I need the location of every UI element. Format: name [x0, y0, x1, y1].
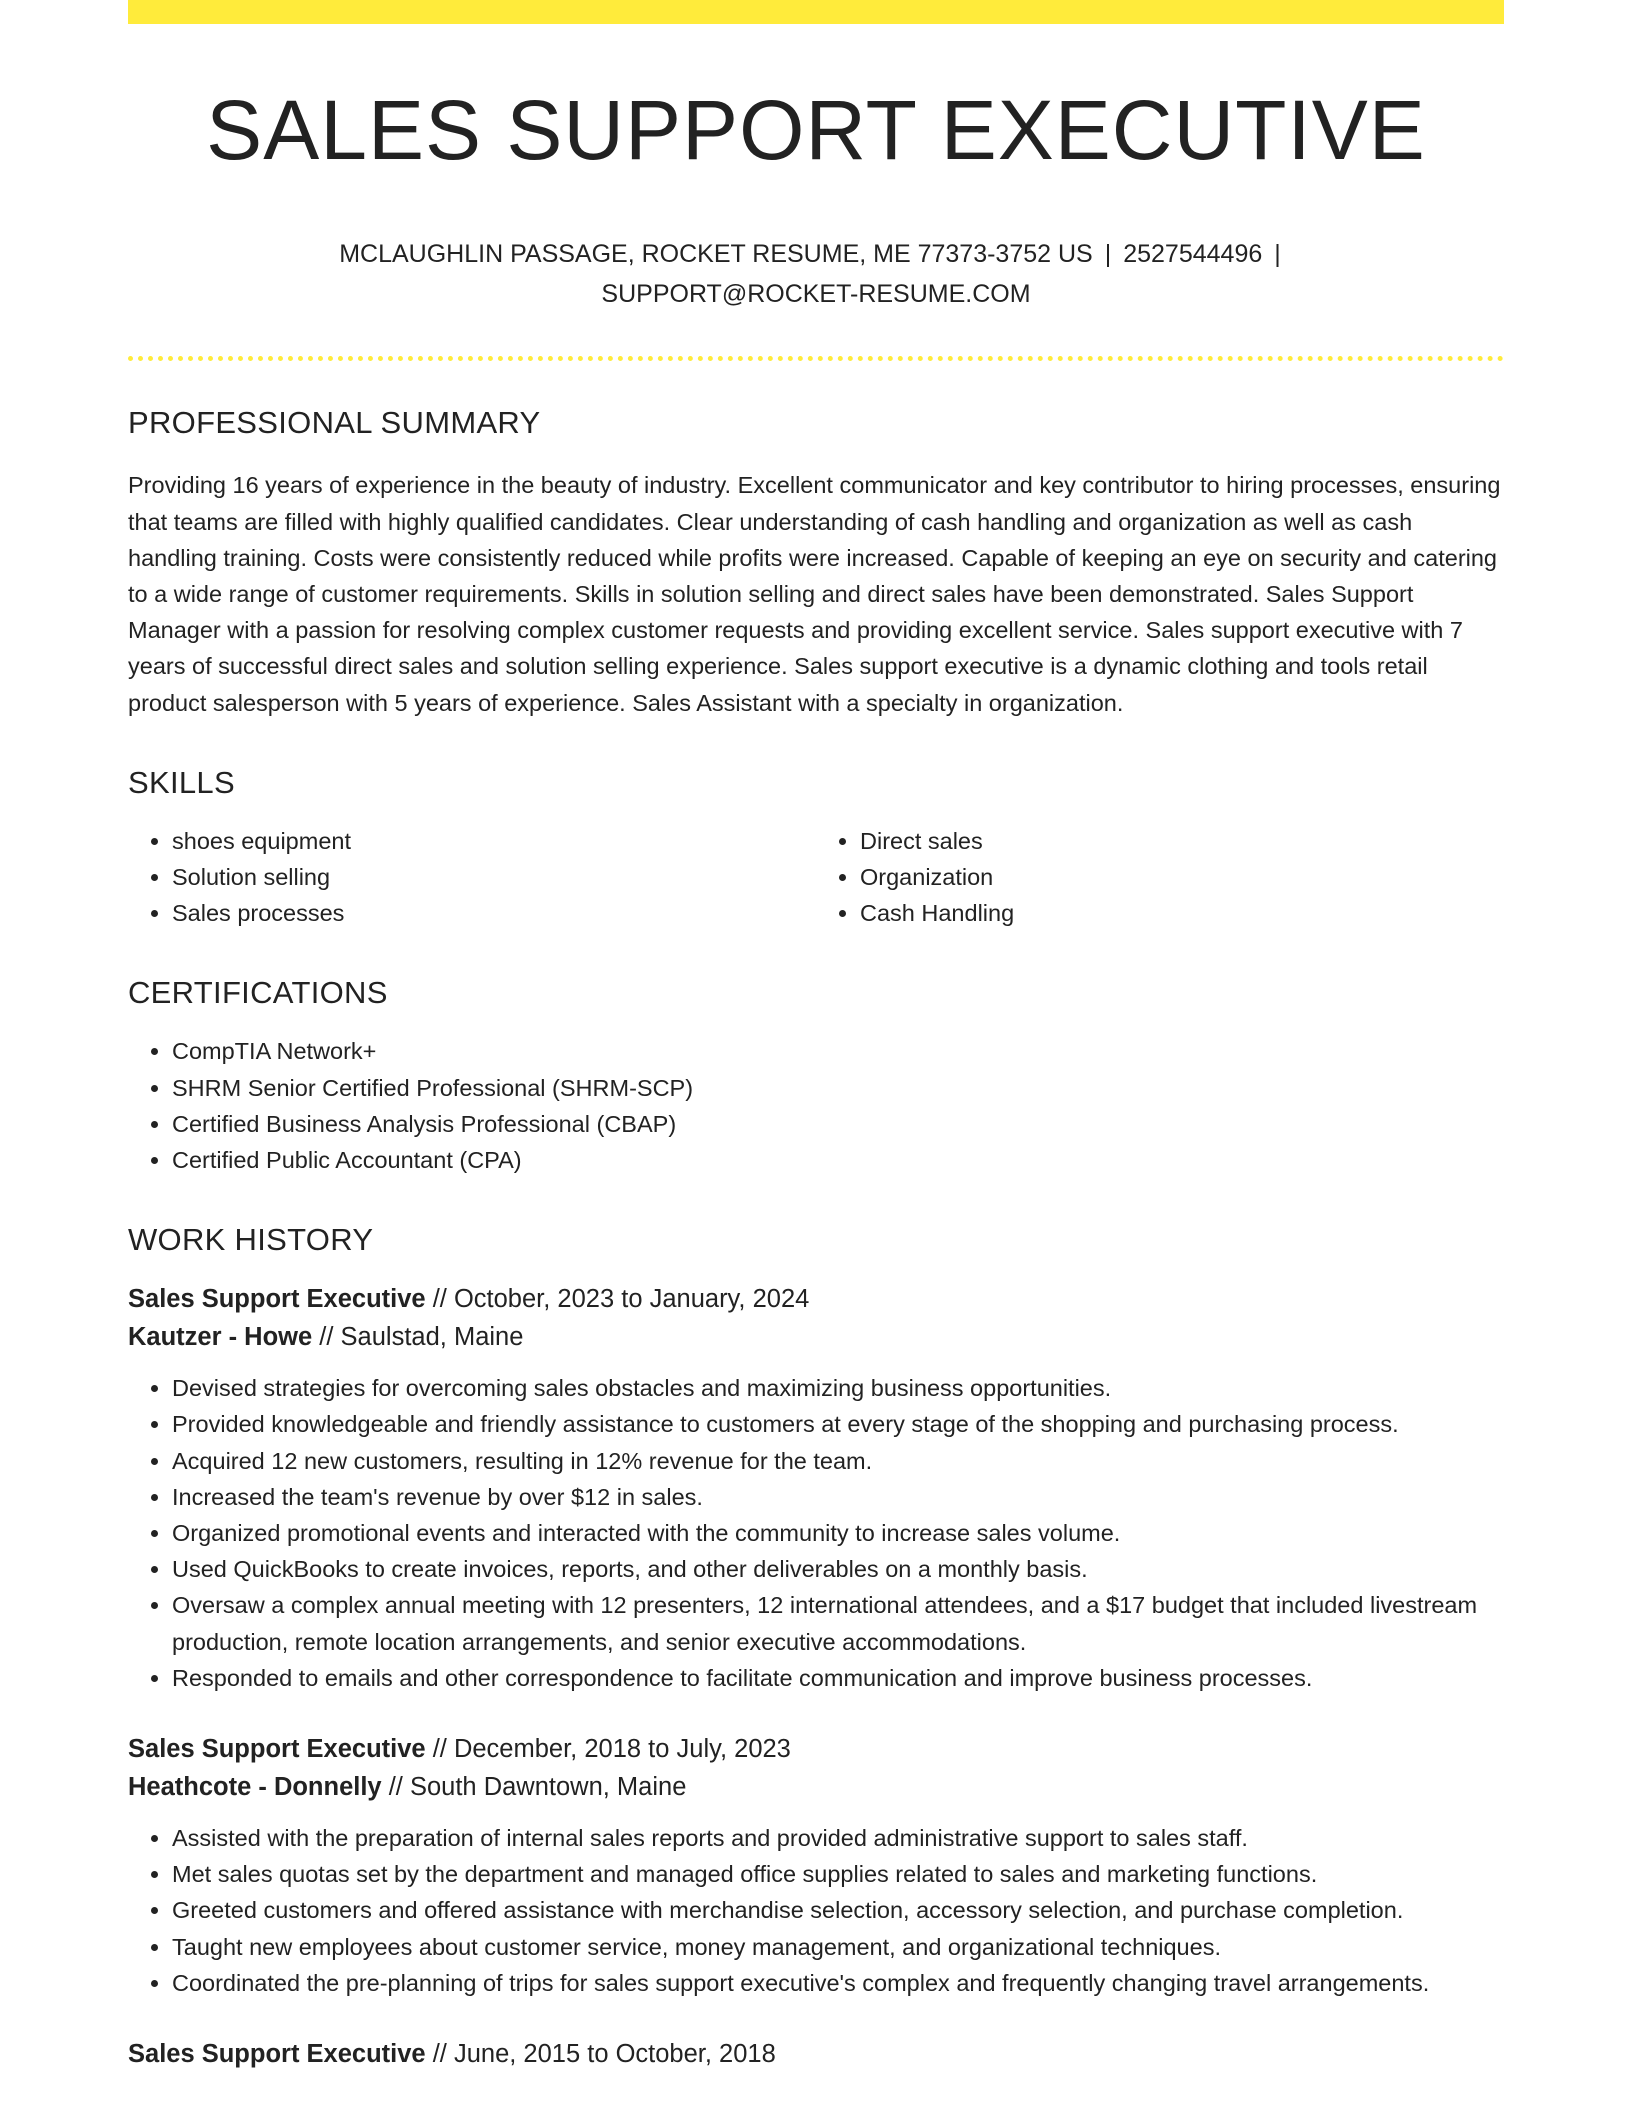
job-bullet: • Oversaw a complex annual meeting with 12 presenters, 12 international attendees, and a $17 budget that included livestream production, remote location arrangements, and senior executive accommodations. — [172, 1587, 1504, 1659]
job-role-line — [128, 1730, 1504, 1768]
top-accent-bar — [128, 0, 1504, 24]
resume-page — [128, 0, 1504, 2073]
job-company-line — [128, 1318, 1504, 1356]
job-bullets — [128, 1820, 1504, 2001]
job-bullet: • Used QuickBooks to create invoices, reports, and other deliverables on a monthly basis. — [172, 1551, 1504, 1587]
work-history-heading: WORK HISTORY — [128, 1222, 374, 1258]
job-bullet: • Increased the team's revenue by over $12 in sales. — [172, 1479, 1504, 1515]
certification-item: • Certified Public Accountant (CPA) — [172, 1142, 1504, 1178]
contact-separator: | — [1274, 240, 1281, 269]
summary-text: Providing 16 years of experience in the beauty of industry. Excellent communicator and key contributor to hiring processes, ensuring that teams are filled with highly qualified candidates. Clear understanding of cash handling and organization as well as cash handling training. Costs were consistently reduced while profits were increased. Capable of keeping an eye on security and catering to a wide range of customer requirements. Skills in solution selling and direct sales have been demonstrated. Sales Support Manager with a passion for resolving complex customer requests and providing excellent service. Sales support executive with 7 years of successful direct sales and solution selling experience. Sales support executive is a dynamic clothing and tools retail product salesperson with 5 years of experience. Sales Assistant with a specialty in organization. — [128, 472, 1501, 716]
skills-heading: SKILLS — [128, 764, 235, 800]
header-divider — [128, 356, 1504, 361]
skills-column-left — [128, 823, 816, 932]
job-bullet: • Assisted with the preparation of internal sales reports and provided administrative support to sales staff. — [172, 1820, 1504, 1856]
skill-item: • Solution selling — [172, 859, 816, 895]
contact-email[interactable]: SUPPORT@ROCKET-RESUME.COM — [601, 280, 1031, 309]
job-company-line — [128, 1768, 1504, 1806]
job-dates: // October, 2023 to January, 2024 — [432, 1285, 810, 1314]
contact-phone: 2527544496 — [1123, 240, 1263, 269]
job-company: Kautzer - Howe — [128, 1323, 313, 1352]
contact-info — [128, 234, 1504, 314]
job-role: Sales Support Executive — [128, 1285, 426, 1314]
skills-list — [128, 823, 1504, 932]
job-bullet: • Devised strategies for overcoming sales obstacles and maximizing business opportunities. — [172, 1370, 1504, 1406]
job-bullet: • Responded to emails and other correspondence to facilitate communication and improve business processes. — [172, 1660, 1504, 1696]
contact-separator: | — [1104, 240, 1112, 269]
skill-item: • Sales processes — [172, 895, 816, 931]
job-bullet: • Acquired 12 new customers, resulting in 12% revenue for the team. — [172, 1443, 1504, 1479]
job-entry — [128, 2035, 1504, 2073]
skill-item: • Direct sales — [860, 823, 1504, 859]
skill-item: • shoes equipment — [172, 823, 816, 859]
job-location: // South Dawntown, Maine — [388, 1773, 687, 1802]
job-company: Heathcote - Donnelly — [128, 1773, 382, 1802]
skill-item: • Organization — [860, 859, 1504, 895]
job-bullet: • Coordinated the pre-planning of trips for sales support executive's complex and frequently changing travel arrangements. — [172, 1965, 1504, 2001]
job-role: Sales Support Executive — [128, 2040, 426, 2069]
summary-heading: PROFESSIONAL SUMMARY — [128, 405, 541, 441]
job-role-line — [128, 1280, 1504, 1318]
job-dates: // June, 2015 to October, 2018 — [432, 2040, 776, 2069]
job-bullet: • Greeted customers and offered assistance with merchandise selection, accessory selection, and purchase completion. — [172, 1892, 1504, 1928]
job-role: Sales Support Executive — [128, 1735, 426, 1764]
job-role-line — [128, 2035, 1504, 2073]
job-entry — [128, 1280, 1504, 1696]
job-bullets — [128, 1370, 1504, 1696]
skill-item: • Cash Handling — [860, 895, 1504, 931]
job-bullet: • Organized promotional events and interacted with the community to increase sales volume. — [172, 1515, 1504, 1551]
certification-item: • SHRM Senior Certified Professional (SHRM-SCP) — [172, 1070, 1504, 1106]
job-entry — [128, 1730, 1504, 2001]
certification-item: • CompTIA Network+ — [172, 1033, 1504, 1069]
job-bullet: • Met sales quotas set by the department and managed office supplies related to sales and marketing functions. — [172, 1856, 1504, 1892]
job-location: // Saulstad, Maine — [319, 1323, 524, 1352]
certifications-heading: CERTIFICATIONS — [128, 975, 388, 1011]
job-bullet: • Taught new employees about customer service, money management, and organizational techniques. — [172, 1929, 1504, 1965]
certifications-list — [128, 1033, 1504, 1178]
job-dates: // December, 2018 to July, 2023 — [432, 1735, 791, 1764]
certification-item: • Certified Business Analysis Professional (CBAP) — [172, 1106, 1504, 1142]
job-bullet: • Provided knowledgeable and friendly assistance to customers at every stage of the shopping and purchasing process. — [172, 1406, 1504, 1442]
skills-column-right — [816, 823, 1504, 932]
contact-address: MCLAUGHLIN PASSAGE, ROCKET RESUME, ME 77373-3752 US — [339, 240, 1093, 269]
resume-title: SALES SUPPORT EXECUTIVE — [206, 83, 1426, 177]
